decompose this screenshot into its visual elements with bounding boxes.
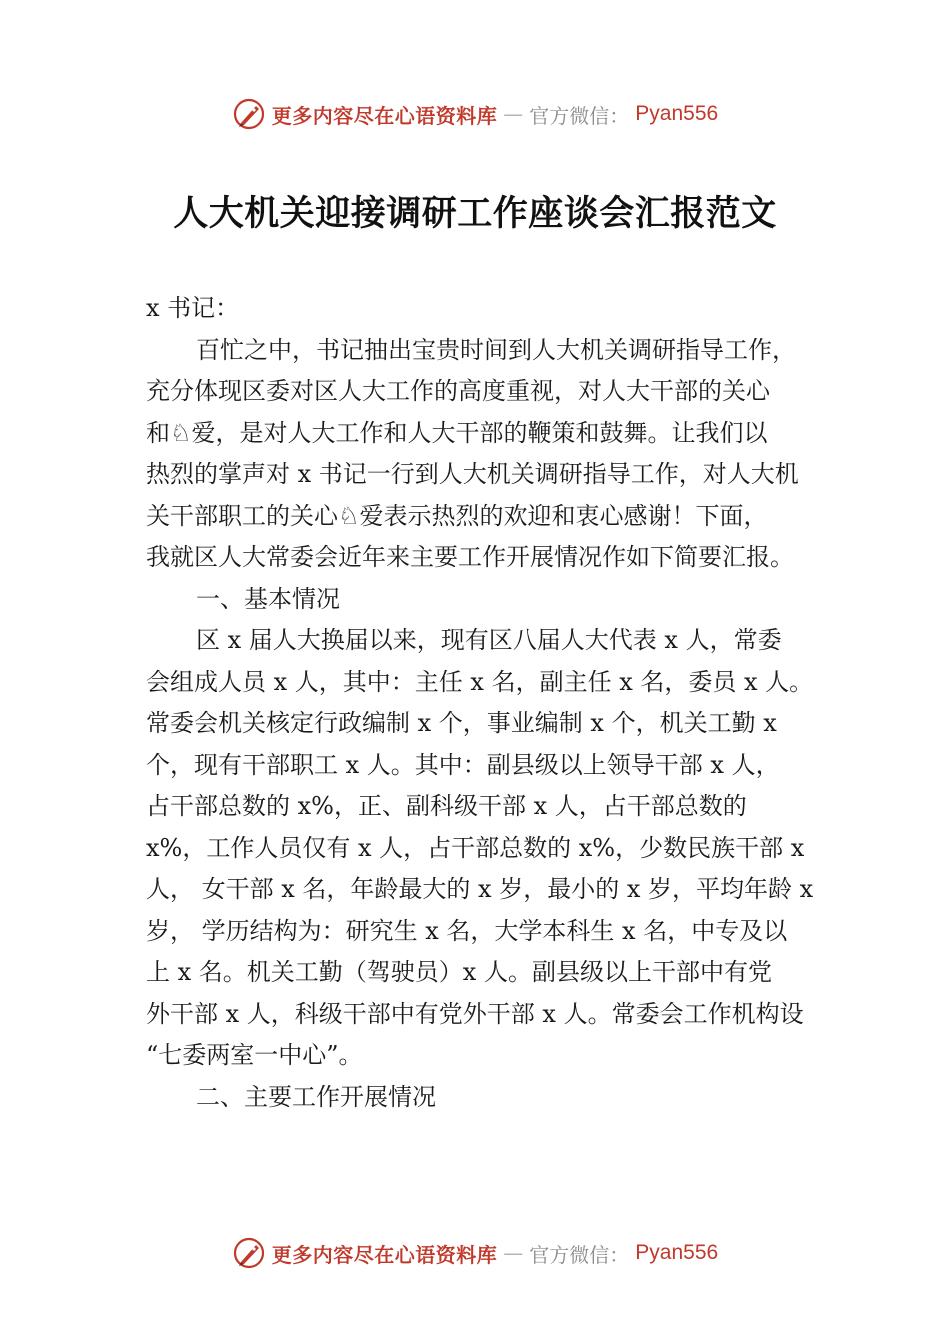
watermark-label: 官方微信：: [529, 103, 630, 128]
body-line: 外干部 x 人，科级干部中有党外干部 x 人。常委会工作机构设: [146, 999, 804, 1028]
watermark-separator: —: [503, 1241, 524, 1265]
watermark-separator: —: [503, 102, 524, 126]
body-line: 岁， 学历结构为：研究生 x 名，大学本科生 x 名，中专及以: [146, 916, 788, 945]
watermark-label: 官方微信：: [529, 1242, 630, 1267]
body-line: 人， 女干部 x 名，年龄最大的 x 岁，最小的 x 岁，平均年龄 x: [146, 875, 814, 903]
section-heading: 一、基本情况: [196, 584, 340, 613]
watermark-header: [0, 94, 950, 134]
watermark-wechat-id: Pyan556: [635, 1241, 719, 1264]
section-heading: 二、主要工作开展情况: [196, 1082, 436, 1111]
pen-nib-logo-icon: [232, 1236, 266, 1270]
body-line: 充分体现区委对区人大工作的高度重视，对人大干部的关心: [146, 377, 770, 405]
body-line: 会组成人员 x 人，其中：主任 x 名，副主任 x 名，委员 x 人。: [146, 667, 814, 696]
body-line: 上 x 名。机关工勤（驾驶员）x 人。副县级以上干部中有党: [146, 958, 772, 986]
pen-nib-logo-icon: [232, 97, 266, 131]
watermark-wechat-id: Pyan556: [635, 102, 719, 125]
watermark-main-text: 更多内容尽在心语资料库: [271, 1242, 498, 1267]
watermark-footer: [0, 1233, 950, 1273]
body-line: 常委会机关核定行政编制 x 个，事业编制 x 个，机关工勤 x: [146, 709, 777, 737]
body-line: “七委两室一中心”。: [146, 1041, 363, 1069]
body-line: 热烈的掌声对 x 书记一行到人大机关调研指导工作，对人大机: [146, 460, 799, 488]
body-line: 个，现有干部职工 x 人。其中：副县级以上领导干部 x 人，: [146, 750, 780, 779]
body-line: 我就区人大常委会近年来主要工作开展情况作如下简要汇报。: [146, 543, 794, 571]
watermark-main-text: 更多内容尽在心语资料库: [271, 103, 498, 128]
body-line: x%，工作人员仅有 x 人，占干部总数的 x%，少数民族干部 x: [146, 833, 805, 862]
body-line: 关干部职工的关心♘爱表示热烈的欢迎和衷心感谢！下面，: [146, 501, 768, 530]
body-line: 占干部总数的 x%，正、副科级干部 x 人，占干部总数的: [146, 792, 747, 820]
body-line: 区 x 届人大换届以来，现有区八届人大代表 x 人，常委: [196, 626, 782, 654]
salutation-line: x 书记：: [146, 294, 240, 322]
body-line: 百忙之中，书记抽出宝贵时间到人大机关调研指导工作，: [196, 335, 796, 364]
document-body: [146, 288, 846, 1118]
document-title: 人大机关迎接调研工作座谈会汇报范文: [173, 193, 777, 234]
body-line: 和♘爱，是对人大工作和人大干部的鞭策和鼓舞。让我们以: [146, 418, 768, 447]
